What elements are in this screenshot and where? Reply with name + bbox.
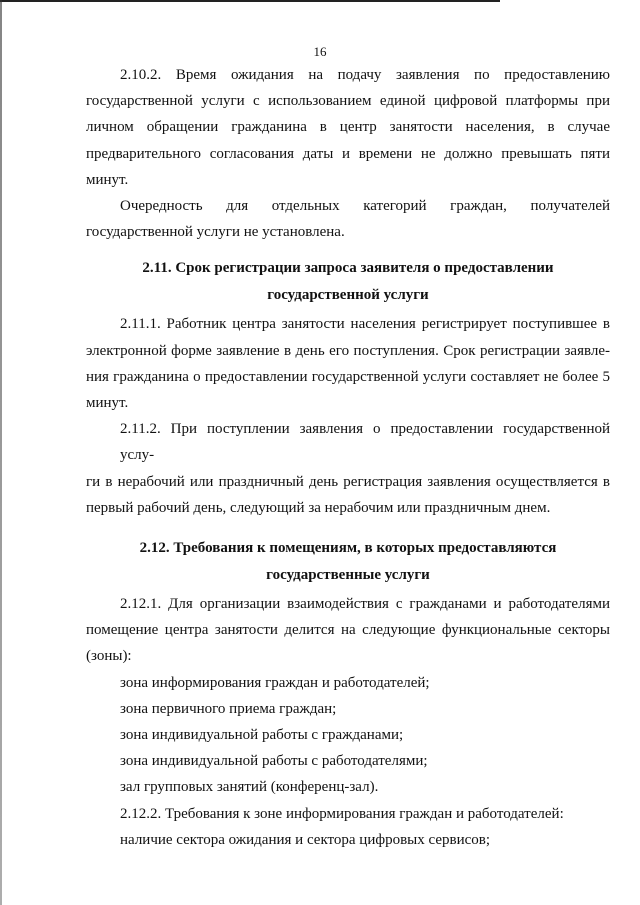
paragraph-2-11-2 [86,416,610,521]
text-line: 2.12.1. Для организации взаимодействия с гражданами и работодателями [120,596,610,613]
paragraph-queue [86,193,610,245]
page-number: 16 [313,44,327,59]
text-line: минут. [86,171,129,188]
list-item: зона информирования граждан и работодателей; [120,674,430,691]
document-body [86,62,610,853]
paragraph-2-12-2: 2.12.2. Требования к зоне информирования граждан и работодателей: [120,805,564,822]
paragraph-2-12-1 [86,591,610,670]
section-heading-2-11 [86,255,610,309]
text-line: государственной услуги не установлена. [86,224,345,241]
text-line: (зоны): [86,648,132,665]
text-line: Очередность для отдельных категорий граждан, получателей [120,198,610,215]
text-line: минут. [86,395,129,412]
paragraph-2-11-1 [86,311,610,416]
scan-border-top [0,0,500,2]
paragraph-2-10-2 [86,62,610,193]
heading-line: 2.11. Срок регистрации запроса заявителя о предоставлении [142,260,554,277]
text-line: ги в нерабочий или праздничный день регистрация заявления осуществляется в [86,473,610,490]
text-line: первый рабочий день, следующий за нерабочим или праздничным днем. [86,499,551,516]
heading-line: 2.12. Требования к помещениям, в которых предоставляются [139,540,557,557]
heading-line: государственной услуги [267,287,429,304]
list-item: зона первичного приема граждан; [120,700,337,717]
paragraph-sector: наличие сектора ожидания и сектора цифровых сервисов; [120,831,491,848]
text-line: 2.11.1. Работник центра занятости населения регистрирует поступившее в [120,316,610,333]
text-line: предварительного согласования даты и времени не должно превышать пяти [86,145,610,162]
text-line: ния гражданина о предоставлении государственной услуги составляет не более 5 [86,368,610,385]
list-item: зал групповых занятий (конференц-зал). [120,779,379,796]
text-line: 2.10.2. Время ожидания на подачу заявления по предоставлению [120,67,610,83]
scan-border-left [0,0,2,905]
heading-line: государственные услуги [266,567,430,584]
list-item: зона индивидуальной работы с работодателями; [120,753,428,770]
zones-list [86,670,610,801]
text-line: 2.11.2. При поступлении заявления о предоставлении государственной услу- [120,421,610,464]
text-line: электронной форме заявление в день его поступления. Срок регистрации заявле- [86,342,610,359]
text-line: государственной услуги с использованием единой цифровой платформы при [86,93,610,110]
text-line: личном обращении гражданина в центр занятости населения, в случае [86,119,610,136]
section-heading-2-12 [86,535,610,589]
list-item: зона индивидуальной работы с гражданами; [120,727,404,744]
text-line: помещение центра занятости делится на следующие функциональные секторы [86,622,610,639]
